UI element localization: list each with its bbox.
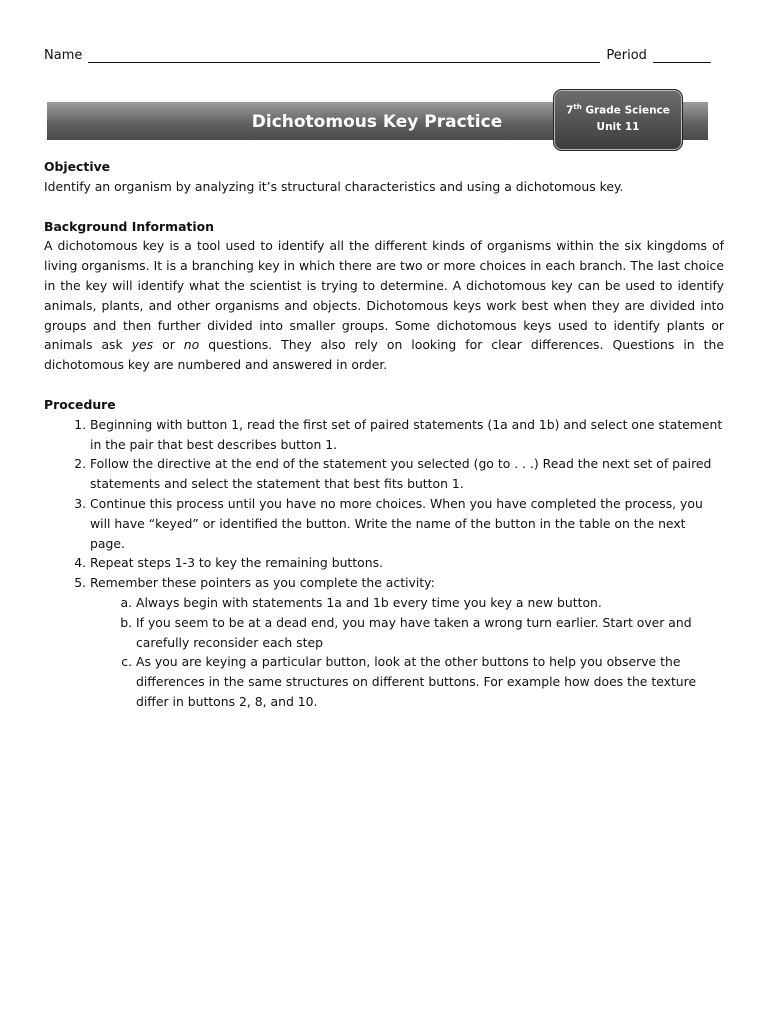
- procedure-step: 2. Follow the directive at the end of the statement you selected (go to . . .) Read the next set of paired statements and select the statement that best fits button 1.: [90, 454, 724, 494]
- procedure-step: 3. Continue this process until you have no more choices. When you have completed the process, you will have “keyed” or identified the button. Write the name of the button in the table on the next page.: [90, 494, 724, 553]
- worksheet-body: [44, 157, 724, 712]
- procedure-step-text: Remember these pointers as you complete the activity:: [90, 575, 435, 591]
- pointer-list: [90, 593, 724, 712]
- procedure-steps: [44, 415, 724, 712]
- name-period-line: [44, 48, 712, 63]
- procedure-step: 4. Repeat steps 1-3 to key the remaining buttons.: [90, 553, 724, 573]
- period-label: Period: [606, 48, 647, 63]
- pointer-item: c. As you are keying a particular button, look at the other buttons to help you observe the differences in the same structures on different buttons. For example how does the texture differ in buttons 2, 8, and 10.: [136, 652, 724, 711]
- grade-unit-badge: [553, 89, 683, 151]
- grade-label: 7th Grade Science: [566, 103, 670, 117]
- background-heading: Background Information: [44, 218, 214, 234]
- objective-text: Identify an organism by analyzing it’s structural characteristics and using a dichotomous key.: [44, 178, 624, 194]
- objective-heading: Objective: [44, 159, 111, 174]
- procedure-heading: Procedure: [44, 396, 116, 412]
- name-label: Name: [44, 48, 83, 63]
- period-blank[interactable]: [653, 48, 711, 63]
- name-blank[interactable]: [88, 48, 600, 63]
- unit-label: Unit 11: [596, 120, 640, 133]
- page-title: Dichotomous Key Practice: [251, 112, 503, 132]
- pointer-item: a. Always begin with statements 1a and 1b every time you key a new button.: [136, 593, 724, 613]
- procedure-step: [90, 573, 724, 712]
- background-text: A dichotomous key is a tool used to identify all the different kinds of organisms within the six kingdoms of living organisms. It is a branching key in which there are two or more choices in each branch. The last choice in the key will identify what the scientist is trying to determine. A dichotomous key can be used to identify animals, plants, and other organisms and objects. Dichotomous keys work best when they are divided into groups and then further divided into smaller groups. Some dichotomous keys used to identify plants or animals ask yes or no questions. They also rely on looking for clear differences. Questions in the dichotomous key are numbered and answered in order.: [44, 238, 724, 373]
- procedure-step: 1. Beginning with button 1, read the first set of paired statements (1a and 1b) and select one statement in the pair that best describes button 1.: [90, 415, 724, 455]
- pointer-item: b. If you seem to be at a dead end, you may have taken a wrong turn earlier. Start over and carefully reconsider each step: [136, 613, 724, 653]
